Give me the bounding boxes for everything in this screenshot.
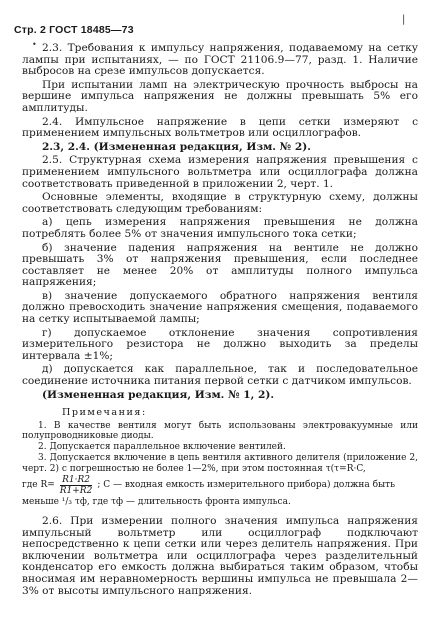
list-item: б) значение падения напряжения на вентиле не должно превышать 3% от напряжения превышения, если последнее составляет не менее 20% от амплитуды полного импульса напряжения; bbox=[22, 241, 418, 289]
note: 1. В качестве вентиля могут быть использованы электровакуумные или полупроводниковые диоды. bbox=[22, 420, 418, 442]
fraction-denominator: R1+R2 bbox=[59, 485, 93, 496]
formula bbox=[22, 475, 418, 496]
document-body bbox=[22, 43, 418, 599]
list-item: в) значение допускаемого обратного напряжения вентиля должно превосходить значение напряжения смещения, подаваемого на сетку испытываемой лампы; bbox=[22, 289, 418, 326]
margin-mark: | bbox=[402, 14, 406, 25]
list-item: д) допускается как параллельное, так и последовательное соединение источника питания первой сетки с датчиком импульсов. bbox=[22, 363, 418, 388]
margin-mark: • bbox=[32, 40, 37, 49]
notes-title: Примечания: bbox=[62, 407, 147, 419]
note-continuation: меньше ¹/₃ τф, где τф — длительность фронта импульса. bbox=[22, 496, 291, 507]
amendment-note: 2.3, 2.4. (Измененная редакция, Изм. № 2). bbox=[42, 140, 311, 153]
amendment-note: (Измененная редакция, Изм. № 1, 2). bbox=[42, 388, 275, 401]
formula-lead: где R= bbox=[22, 480, 55, 491]
list-item: г) допускаемое отклонение значения сопротивления измерительного резистора не должно выходить за пределы интервала ±1%; bbox=[22, 326, 418, 362]
note: 2. Допускается параллельное включение вентилей. bbox=[38, 442, 286, 453]
fraction bbox=[58, 475, 95, 496]
paragraph: 2.5. Структурная схема измерения напряжения превышения с применением импульсного вольтметра или осциллографа должна соответствовать приведенной в приложении 2, черт. 1. bbox=[22, 154, 418, 190]
paragraph: При испытании ламп на электрическую прочность выбросы на вершине импульса напряжения не должны превышать 5% его амплитуды. bbox=[22, 78, 418, 114]
paragraph: 2.6. При измерении полного значения импульса напряжения импульсный вольтметр или осциллограф подключают непосредственно к цепи сетки или через делитель напряжения. При включении вольтметра или осциллографа через разделительный конденсатор его емкость должна выбираться таким образом, чтобы вносимая им неравномерность вершины импульса не превышала 2—3% от высоты импульсного напряжения. bbox=[22, 515, 418, 597]
paragraph: 2.4. Импульсное напряжение в цепи сетки измеряют с применением импульсных вольтметров или осциллографов. bbox=[22, 115, 418, 140]
list-item: а) цепь измерения напряжения превышения не должна потреблять более 5% от значения импульсного тока сетки; bbox=[22, 216, 418, 240]
fraction-numerator: R1·R2 bbox=[62, 474, 90, 485]
paragraph: Основные элементы, входящие в структурную схему, должны соответствовать следующим требованиям: bbox=[22, 191, 418, 215]
page-header: Стр. 2 ГОСТ 18485—73 bbox=[14, 24, 134, 36]
note: 3. Допускается включение в цепь вентиля активного делителя (приложение 2, черт. 2) с погрешностью не более 1—2%, при этом постоянная τ(τ=R·C, bbox=[22, 453, 418, 474]
paragraph: 2.3. Требования к импульсу напряжения, подаваемому на сетку лампы при испытаниях, — по ГОСТ 21106.9—77, разд. 1. Наличие выбросов на срезе импульсов допускается. bbox=[22, 42, 418, 78]
formula-tail: ; C — входная емкость измерительного прибора) должна быть bbox=[97, 480, 396, 491]
